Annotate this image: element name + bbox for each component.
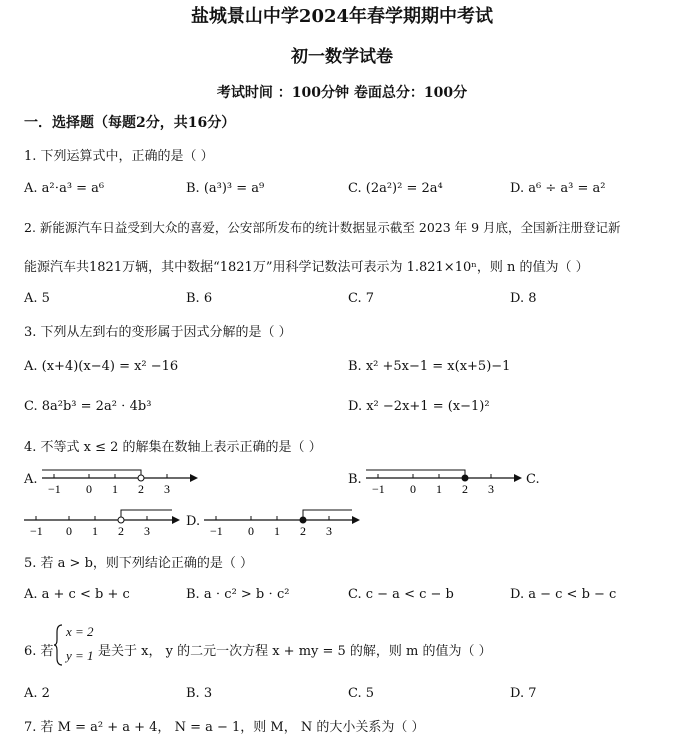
number-line-a [42, 462, 202, 502]
tick-label: 2 [138, 482, 144, 496]
question-3-stem: 3. 下列从左到右的变形属于因式分解的是（ ） [24, 325, 292, 340]
q2-option-a: A. 5 [24, 291, 50, 306]
q4-label-c: C. [526, 472, 540, 487]
tick-label: 2 [118, 524, 124, 538]
q6-option-c: C. 5 [348, 686, 375, 701]
tick-label: −1 [30, 524, 43, 538]
section-heading: 一．选择题（每题2分，共16分） [24, 115, 236, 131]
tick-label: 1 [92, 524, 98, 538]
q6-option-d: D. 7 [510, 686, 537, 701]
paper-subtitle: 初一数学试卷 [291, 47, 393, 67]
tick-label: 3 [488, 482, 494, 496]
q5-option-a: A. a + c < b + c [24, 587, 130, 602]
number-line-d [204, 504, 364, 544]
tick-label: 0 [410, 482, 416, 496]
tick-label: 0 [66, 524, 72, 538]
number-line-c [24, 504, 184, 544]
exam-info: 考试时间 ：100分钟 卷面总分：100分 [216, 85, 468, 101]
q1-option-b: B. (a³)³ = a⁹ [186, 181, 265, 196]
tick-label: −1 [372, 482, 385, 496]
q1-option-d: D. a⁶ ÷ a³ = a² [510, 181, 606, 196]
question-2-line2: 能源汽车共1821万辆，其中数据“1821万”用科学记数法可表示为 1.821×10ⁿ，则 n 的值为（ ） [24, 260, 589, 275]
q5-option-d: D. a − c < b − c [510, 587, 617, 602]
question-5-stem: 5. 若 a > b，则下列结论正确的是（ ） [24, 556, 254, 571]
tick-label: 3 [326, 524, 332, 538]
system-eq-x: x = 2 [66, 624, 94, 639]
tick-label: 2 [300, 524, 306, 538]
q3-option-d: D. x² −2x+1 = (x−1)² [348, 399, 490, 414]
q2-option-d: D. 8 [510, 291, 537, 306]
tick-label: 1 [436, 482, 442, 496]
q3-option-b: B. x² +5x−1 = x(x+5)−1 [348, 359, 511, 374]
left-brace-icon [54, 624, 64, 666]
question-6-prefix: 6. 若 [24, 644, 54, 659]
question-4-stem: 4. 不等式 x ≤ 2 的解集在数轴上表示正确的是（ ） [24, 440, 322, 455]
q2-option-b: B. 6 [186, 291, 213, 306]
question-7-stem: 7. 若 M = a² + a + 4， N = a − 1，则 M， N 的大小关系为（ ） [24, 720, 425, 735]
q4-label-b: B. [348, 472, 362, 487]
q1-option-a: A. a²⋅a³ = a⁶ [24, 181, 105, 196]
tick-label: −1 [210, 524, 223, 538]
q1-option-c: C. (2a²)² = 2a⁴ [348, 181, 443, 196]
q5-option-c: C. c − a < c − b [348, 587, 454, 602]
equation-system [54, 624, 64, 670]
tick-label: 0 [248, 524, 254, 538]
tick-label: 2 [462, 482, 468, 496]
tick-label: 3 [164, 482, 170, 496]
exam-title: 盐城景山中学2024年春学期期中考试 [190, 6, 494, 27]
tick-label: 0 [86, 482, 92, 496]
q2-option-c: C. 7 [348, 291, 375, 306]
system-eq-y: y = 1 [66, 648, 94, 663]
question-1-stem: 1. 下列运算式中，正确的是（ ） [24, 149, 214, 164]
q3-option-c: C. 8a²b³ = 2a² ⋅ 4b³ [24, 399, 152, 414]
tick-label: 1 [274, 524, 280, 538]
q3-option-a: A. (x+4)(x−4) = x² −16 [24, 359, 179, 374]
tick-label: 3 [144, 524, 150, 538]
tick-label: −1 [48, 482, 61, 496]
q6-option-a: A. 2 [24, 686, 50, 701]
question-6-stem: 是关于 x， y 的二元一次方程 x + my = 5 的解，则 m 的值为（ ） [98, 644, 492, 659]
q5-option-b: B. a ⋅ c² > b ⋅ c² [186, 587, 290, 602]
q4-label-d: D. [186, 514, 201, 529]
question-2-line1: 2. 新能源汽车日益受到大众的喜爱，公安部所发布的统计数据显示截至 2023 年 9 月底，全国新注册登记新 [24, 220, 621, 235]
number-line-b [366, 462, 526, 502]
tick-label: 1 [112, 482, 118, 496]
q4-label-a: A. [24, 472, 38, 487]
q6-option-b: B. 3 [186, 686, 213, 701]
